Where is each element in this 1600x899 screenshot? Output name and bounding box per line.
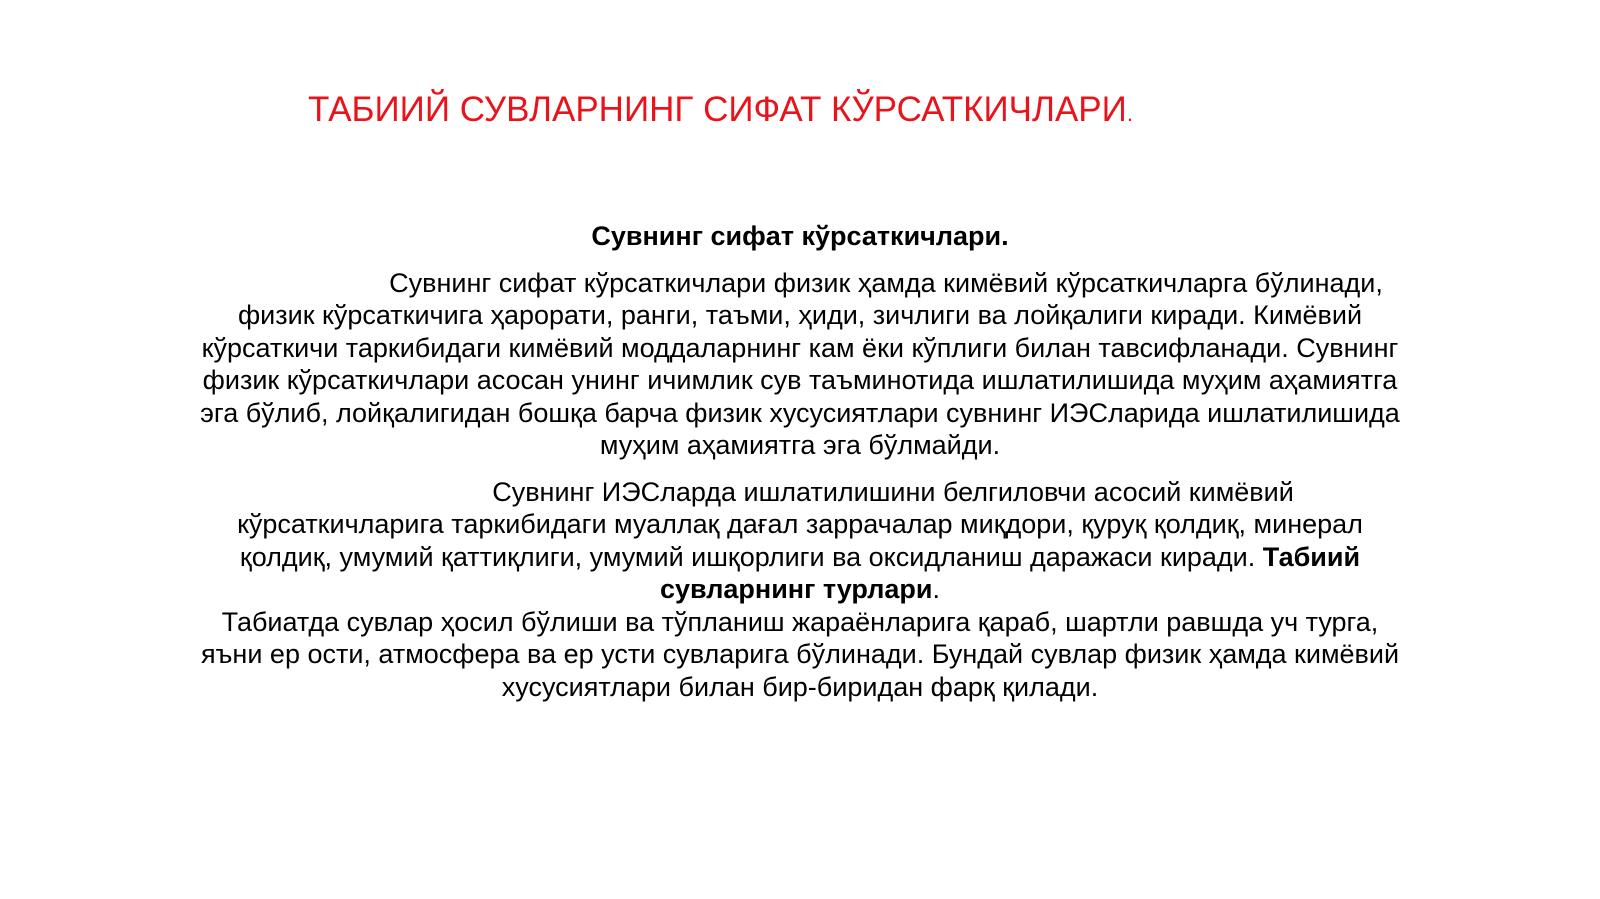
- slide-title-suffix: .: [1126, 101, 1133, 126]
- paragraph-2-text: Сувнинг ИЭСларда ишлатилишини белгиловчи асосий кимёвий кўрсаткичларига таркибидаги муаллақ дағал заррачалар миқдори, қуруқ қолдиқ, минерал қолдиқ, умумий қаттиқлиги, умумий ишқорлиги ва оксидланиш даражаси киради.: [237, 476, 1363, 572]
- slide-title-text: ТАБИИЙ СУВЛАРНИНГ СИФАТ КЎРСАТКИЧЛАРИ: [308, 90, 1127, 129]
- paragraph-2: [200, 476, 1400, 704]
- paragraph-1: [200, 267, 1400, 462]
- body-text: [200, 220, 1400, 703]
- paragraph-3-text: Табиатда сувлар ҳосил бўлиши ва тўпланиш жараёнларига қараб, шартли равшда уч турга, яъни ер ости, атмосфера ва ер усти сувларига бўлинади. Бундай сувлар физик ҳамда кимёвий хусусиятлари билан бир-биридан фарқ қилади.: [200, 606, 1400, 702]
- paragraph-2-end: .: [932, 574, 941, 604]
- slide-title: [308, 88, 1133, 136]
- subheading: Сувнинг сифат кўрсаткичлари.: [591, 221, 1009, 251]
- paragraph-1-text: Сувнинг сифат кўрсаткичлари физик ҳамда кимёвий кўрсаткичларга бўлинади, физик кўрсаткичига ҳарорати, ранги, таъми, ҳиди, зичлиги ва лойқалиги киради. Кимёвий кўрсаткичи таркибидаги кимёвий моддаларнинг кам ёки кўплиги билан тавсифланади. Сувнинг физик кўрсаткичлари асосан унинг ичимлик сув таъминотида ишлатилишида муҳим аҳамиятга эга бўлиб, лойқалигидан бошқа барча физик хусусиятлари сувнинг ИЭСларида ишлатилишида муҳим аҳамиятга эга бўлмайди.: [200, 267, 1400, 460]
- paragraph-2-bold: Табиий сувларнинг турлари: [659, 541, 1361, 604]
